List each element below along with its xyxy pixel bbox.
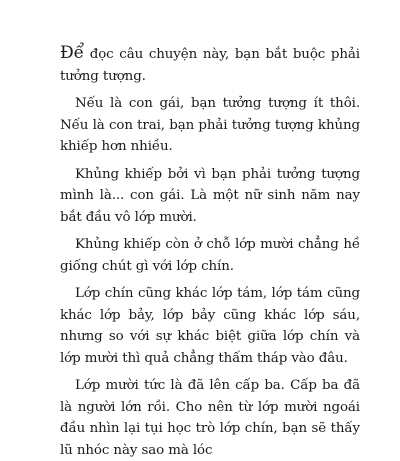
drop-cap-initial: Để xyxy=(60,43,84,63)
paragraph-1-text: đọc câu chuyện này, bạn bắt buộc phải tưởng tượng. xyxy=(60,47,360,84)
paragraph-3: Khủng khiếp bởi vì bạn phải tưởng tượng mình là... con gái. Là một nữ sinh năm nay bắt đầu vô lớp mười. xyxy=(60,166,360,225)
paragraph-2: Nếu là con gái, bạn tưởng tượng ít thôi. Nếu là con trai, bạn phải tưởng tượng khủng khiếp hơn nhiều. xyxy=(60,96,360,154)
paragraph-5: Lớp chín cũng khác lớp tám, lớp tám cũng khác lớp bảy, lớp bảy cũng khác lớp sáu, nhưng so với sự khác biệt giữa lớp chín và lớp mười thì quả chẳng thấm tháp vào đâu. xyxy=(60,286,360,366)
paragraph-6: Lớp mười tức là đã lên cấp ba. Cấp ba đã là người lớn rồi. Cho nên từ lớp mười ngoái đầu nhìn lại tụi học trò lớp chín, bạn sẽ thấy lũ nhóc này sao mà lóc xyxy=(60,378,360,458)
body-text xyxy=(60,44,360,461)
paragraph-4: Khủng khiếp còn ở chỗ lớp mười chẳng hề giống chút gì với lớp chín. xyxy=(60,237,360,274)
paragraph-1 xyxy=(60,44,360,87)
